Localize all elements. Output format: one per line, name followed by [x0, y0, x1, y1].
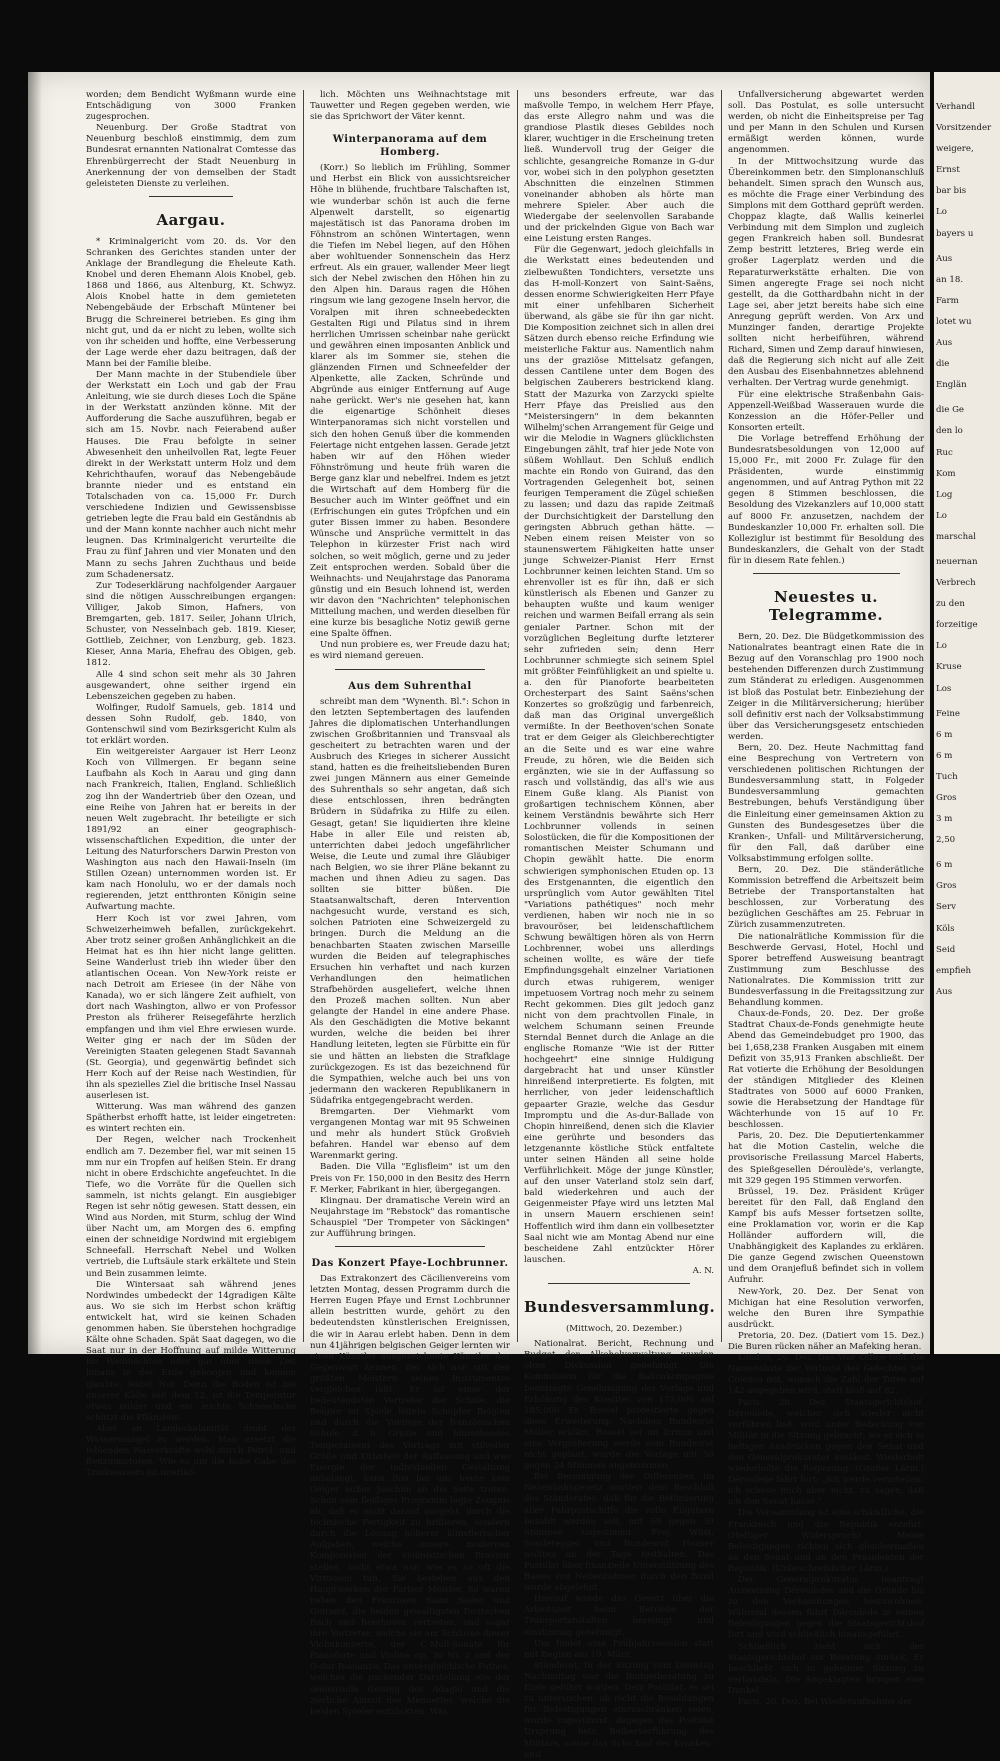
edge-line: Köls	[936, 923, 955, 934]
edge-line: Lo	[936, 641, 947, 652]
article-list	[524, 90, 714, 1266]
article-paragraph: Zur Todeserklärung nachfolgender Aargauer sind die nötigen Ausschreibungen ergangen: Villiger, Jakob Simon, Hafners, von Bremgarten, geb. 1817. Seiler, Johann Ulrich, Schuster, von Nesselnbach geb. 1819. Kieser, Gottlieb, Zeichner, von Lenzburg, geb. 1823. Kieser, Anna Maria, Ehefrau des Obigen, geb. 1812.	[86, 580, 296, 669]
article-paragraph: Bern, 20. Dez. Heute Nachmittag fand eine Besprechung von Vertretern von verschiedenen politischen Richtungen der Bundesversammlung statt, in Folgeder Bundesversammlung gemachten Bestrebungen, behufs Verständigung über die Einleitung einer gemeinsamen Aktion zu Gunsten des Bundesgesetzes über die Kranken-, Unfall- und Militärversicherung, für den Fall, daß darüber eine Volksabstimmung erfolgen sollte.	[728, 742, 924, 864]
article-paragraph: Die Wintersaat sah während jenes Nordwindes umbedeckt der 14gradigen Kälte aus. Wo sie sich im Herbst schon kräftig entwickelt hat, wird sie keinen Schaden genommen haben. Sie überstehen hochgradige Kälte ohne Schaden. Spät Saat dagegen, wo die Saat nur in der Hoffnung auf milde Witterung bis Weihnachten oder gar über diese Zeit hinaus in der Erde geborgen und keimen glaubte, leidet Not. Denn die Boden ist bei unserer Kälte seit dem 12. ist die Temperatur etwas milder und ein leichte Schneedecke schützt die Pflänzlein.	[86, 1279, 296, 1423]
edge-line: 2,50	[936, 835, 956, 846]
article-list	[524, 1339, 714, 1761]
article-paragraph: Der Generalprokurator beantragt Ausweisung Déroulèdes und die Gründe bis zu den Verhandlungen beizuwohnen. Während dessen fährt Déroulède in seinen Beleidigungen gegen die Staatsgerichtshof fort und wird schließlich hinausgeführt.	[728, 1575, 924, 1641]
article-paragraph: Bremgarten. Der Viehmarkt vom vergangenen Montag war mit 95 Schweinen und mehr als hundert Stück Großvieh befahren. Handel war ebenso auf dem Warenmarkt gering.	[310, 1106, 510, 1162]
article-paragraph: Paris, 20. Dez. Bei Wiederaufnahme der	[738, 1697, 913, 1708]
edge-line: empfieh	[936, 965, 972, 976]
edge-line: Gros	[936, 793, 957, 803]
divider	[335, 669, 485, 670]
edge-line: 6 m	[936, 729, 953, 740]
edge-line: forzeitige	[936, 620, 978, 631]
edge-line: Aus	[936, 986, 953, 997]
edge-line: Kom	[936, 468, 956, 479]
edge-line: Serv	[936, 902, 956, 913]
article-paragraph: (Korr.) So lieblich im Frühling, Sommer und Herbst ein Blick von aussichtsreicher Höhe in blühende, fruchtbare Talschaften ist, wie wunderbar schön ist auch die ferne Alpenwelt darstellt, so eigenartig majestätisch ist das Panorama droben im Föhnstrom an schönen Wintertagen, wenn die Tiefen im Nebel liegen, auf den Höhen aber wohltuender Sonnenschein das Herz erfreut. Als ein grauer, wallender Meer liegt sich der Nebel zwischen den Höhen hin zu den Alpen hin. Daraus ragen die Höhen ringsum wie lang gezogene Inseln hervor, die Voralpen mit ihren schneebedeckten Gestalten Rigi und Pilatus sind in ihrem herrlichen Umrissen scheinbar nahe gerückt und gewähren einen imposanten Anblick und klarer als im Sommer sie, stehen die glänzenden Firnen und Schneefelder der Alpenkette, alle Zacken, Schründe und Abgründe aus einiger Entfernung auf Auge nahe gerückt. Wer's nie gesehen hat, kann die eigenartige Schönheit dieses Winterpanoramas sich nicht vorstellen und sich den hohen Genuß über die kommenden Feiertage nicht entgehen lassen. Gerade jetzt haben wir auf den Höhen wieder Föhnströmung und heute früh waren die Berge ganz klar und nebelfrei. Indem es jetzt die Wirtschaft auf dem Homberg für die Besucher auch im Winter geöffnet und ein (Erfrischungen ein gutes Tröpfchen und ein guter Bissen immer zu haben. Besondere Wünsche und Ansprüche vermittelt in das Telephon in kürzester Frist nach wird solchen, so weit möglich, gerne und zu jeder Zeit entsprochen werden. Sobald über die Weihnachts- und Neujahrstage das Panorama günstig und ein Besuch lohnend ist, werden wir davon den "Nachrichten" telephonischen Mitteilung machen, und werden dieselben für eine kurze bis besagliche Notiz gewiß gerne eine Spalte öffnen.	[310, 163, 511, 640]
edge-line: bar bis	[936, 186, 967, 197]
edge-line: Lo	[936, 207, 947, 218]
edge-line: bayers u	[936, 228, 974, 239]
edge-line: Farm	[936, 295, 959, 306]
article-panorama	[310, 163, 510, 662]
article-paragraph: * Kriminalgericht vom 20. ds. Vor den Schranken des Gerichtes standen unter der Anklage der Brandlegung die Eheleute Kath. Knobel und deren Ehemann Alois Knobel, geb. 1868 und 1866, aus Altenburg, Kt. Schwyz. Alois Knobel hatte in dem gemieteten Nebengebäude der Erbschaft Müntener bei Brugg die Schreinerei betrieben. Es ging ihm nicht gut, und da er nicht zu leben, wollte sich von ihr scheiden und hoffte, eine Verbesserung der Lage werde eher dazu beitragen, daß der Mann bei der Familie bleibe.	[86, 236, 296, 369]
article-paragraph: uns besonders erfreute, war das maßvolle Tempo, in welchem Herr Pfaye, das erste Allegro nahm und was die grandiose Plastik dieses Gebildes noch klarer, wuchtiger in die Erscheinung treten ließ. Wundervoll trug der Geiger die schlichte, gesangreiche Romanze in G-dur vor, wobei sich in den polyphon gesetzten Abschnitten die einzelnen Stimmen voneinander abhoben als hörte man mehrere Spieler. Aber auch die Wiedergabe der seelenvollen Sarabande und der prickelnden Gigue von Bach war eine Leistung ersten Ranges.	[524, 90, 714, 245]
article-paragraph: Wolfinger, Rudolf Samuels, geb. 1814 und dessen Sohn Rudolf, geb. 1840, von Gontenschwil sind vom Bezirksgericht Kulm als tot erklärt worden.	[86, 702, 296, 747]
edge-line: Los	[936, 683, 952, 694]
article-paragraph: Aber an Landeskalamität droht der Wassermangel zu werden. Man ersetzt die fehlenden Wasserkräfte wohl durch Petrol- und Benzinmotoren. Wie es um die hohe Gabe des Trinkwassers ist unerläß-	[86, 1423, 296, 1479]
article-paragraph: Bei Bereinigung der Differenzen im Nebenbahngesetz wurden dem Beschluß des Ständerates, daß für die Beförderung aller Fahrpostschiffe die volle Eilgutaxe bezahlt werden soll, mit 59 gegen 39 Stimmen zugestimmt. Frei, Wüst, Sonderegger und Bundesrat Hauser wollten an der Tage festhalten. Das Postulat über finanzielle Unterstützung des Baues von Nebenbahnen durch den Bund wurde abgelehnt.	[524, 1472, 714, 1594]
article-paragraph: Hierauf wurde das Gesetz über die Arbeitszeit beim Betriebe der Transportanstalten bereinigt und einstimmig genehmigt.	[524, 1594, 714, 1638]
article-paragraph: Pretoria, 20. Dez. (Datiert vom 15. Dez.) Die Buren rücken näher an Mafeking heran.	[728, 1330, 924, 1353]
column-1	[86, 90, 296, 1479]
article-paragraph: Brüssel, 19. Dez. Präsident Krüger bereitet für den Fall, daß England den Kampf bis aufs Messer fortsetzen sollte, eine Proklamation vor, worin er die Kap Holländer auffordern will, die Unabhängigkeit des Kaplandes zu erklären. Die ganze Gegend zwischen Queenstown und dem Oranjefluß befindet sich in vollem Aufruhr.	[728, 1186, 924, 1286]
edge-line: 6 m	[936, 860, 953, 871]
article-title-konzert: Das Konzert Pfaye-Lochbrunner.	[311, 1258, 509, 1270]
edge-line: die	[936, 359, 950, 370]
edge-text	[936, 102, 998, 1012]
article-paragraph: Für eine elektrische Straßenbahn Gais-Appenzell-Weißbad Wasserauen wurde die Konzession an die Höfer-Peller und Konsorten erteilt.	[728, 389, 924, 433]
edge-line: den lo	[936, 426, 963, 437]
edge-line: Gros	[936, 881, 957, 892]
edge-line: lotet wu	[936, 316, 972, 327]
article-paragraph: Alle 4 sind schon seit mehr als 30 Jahren ausgewandert, ohne seither irgend ein Lebenszeichen gegeben zu haben.	[86, 669, 296, 702]
edge-line: Ernst	[936, 165, 960, 176]
article-paragraph: Bern, 20. Dez. Die Büdgetkommission des Nationalrates beantragt einen Rate die in Bezug auf den Voranschlag pro 1900 noch bestehenden Differenzen durch Zustimmung zum Ständerat zu erledigen. Ausgenommen ist bloß das Postulat betr. Einbeziehung der Zeiger in die Militärversicherung; hierüber soll definitiv erst nach der Volksabstimmung über das Versicherungsgesetz entschieden werden.	[728, 632, 924, 742]
article-list	[86, 237, 296, 1480]
article-list	[310, 1107, 510, 1240]
article-paragraph: Paris, 20. Dez. Staatsgerichtshof. Déroulède, welcher sich wieder nicht vorführen ließ, wird unter Bedeckung von Militär in die Sitzung gebracht, wo er sich in heftigen Ausdrücken gegen den Senat und den Generalprokurator auslässt. Wiederholt wiederholte die Regierung. (Großer Lärm.) Déroulède fährt fort: „Ich werde verurteilen; ich scheue mich aber nicht, zu sagen, daß ich den Senat hasse."	[728, 1397, 924, 1508]
edge-line: an 18.	[936, 274, 964, 285]
edge-line: Ruc	[936, 447, 953, 458]
article-title-panorama: Winterpanorama auf dem Homberg.	[332, 134, 488, 159]
edge-line: Log	[936, 489, 953, 500]
edge-line: Englän	[936, 380, 967, 391]
edge-line: Tuch	[936, 771, 958, 782]
section-title-bundesversammlung: Bundesversammlung.	[524, 1298, 716, 1317]
edge-line: Feine	[936, 708, 960, 719]
edge-line: Lo	[936, 510, 947, 521]
edge-line: Vorsitzender	[936, 123, 992, 134]
column-rule	[303, 90, 304, 1342]
edge-line: 6 m	[936, 750, 953, 761]
article-signature: A. N.	[692, 1265, 714, 1276]
article-list	[728, 632, 924, 1708]
article-paragraph: Der Regen, welcher nach Trockenheit endlich am 7. Dezember fiel, war mit seinen 15 mm nur ein Tropfen auf heißen Stein. Er drang nicht in obere Erdschichte angefeuchtet. In die Tiefe, wo die Vorräte für die Quellen sich sammeln, ist nichts gelangt. Ein ausgiebiger Regen ist sehr nötig gewesen. Statt dessen, ein Wind aus Norden, mit Sturm, schlug der Wind über Nacht um, am Morgen des 6. empfing einen der schneidige Nordwind mit ergiebigem Schneefall. Herrschaft Nebel und Wolken vertrieb, die Luftsäule stark erkältete und Stein und Bein zusammen leimte.	[86, 1135, 296, 1279]
article-paragraph: London, 20. Dez. Das War Office teilt die Namensliste der Verluste des Gefechtes bei Colenso mit, wonach die Zahl der Toten auf 142 angegeben wird, statt bloß auf 82.	[728, 1353, 924, 1397]
article-paragraph: Baden. Die Villa "Eglisfleim" ist um den Preis von Fr. 150,000 in den Besitz des Herrn F. Merker, Fabrikant in hier, übergegangen.	[310, 1162, 510, 1195]
article-paragraph: lich. Möchten uns Weihnachtstage mit Tauwetter und Regen gegeben werden, wie sie das Sprichwort der Väter kennt.	[310, 90, 510, 123]
article-konzert	[310, 1274, 510, 1718]
divider	[149, 196, 233, 197]
divider	[335, 1246, 485, 1247]
article-paragraph: Herr Koch ist vor zwei Jahren, vom Schweizerheimweh befallen, zurückgekehrt. Aber trotz seiner großen Anhänglichkeit an die Heimat hat es ihn hier nicht lange gelitten. Seine Wanderlust trieb ihn wieder über den atlantischen Ocean. Von New-York reiste er nach Detroit am Eriesee (in der Nähe von Kanada), wo er sich längere Zeit aufhielt, von dort nach Washington, allwo er von Professor Preston als früherer Reisegefährte herzlich empfangen und ihm viel Ehre erwiesen wurde. Weiter ging er nach der im Süden der Vereinigten Staaten gelegenen Stadt Savannah (St. Georgia), und gegenwärtig befindet sich Herr Koch auf der Reise nach Westindien, für ihn als spezielles Ziel die britische Insel Nassau auserlesen ist.	[86, 913, 296, 1102]
adjacent-page-edge	[934, 72, 1000, 1354]
article-paragraph: Die Vorlage betreffend Erhöhung der Bundesratsbesoldungen von 12,000 auf 15,000 Fr., mit 2000 Fr. Zulage für den Präsidenten, wurde einstimmig angenommen, und auf Antrag Python mit 22 gegen 8 Stimmen beschlossen, die Besoldung des Vizekanzlers auf 10,000 statt auf 8000 Fr. anzusetzen, nachdem der Bundeskanzler 10,000 Fr. erhalten soll. Die Kolleziglur ist bestimmt für Besoldung des Bundeskanzlers, die Gehalt von der Stadt für in diesem Rate fehlen.)	[728, 433, 924, 566]
column-4	[728, 90, 924, 1708]
article-paragraph: Das Extrakonzert des Cäcilienvereins vom letzten Montag, dessen Programm durch die Herren Eugen Pfaye und Ernst Lochbrunner allein bestritten wurde, gehört zu den bedeutendsten künstlerischen Ereignissen, die wir in Aarau erlebt haben. Denn in dem nun 41jährigen belgischen Geiger lernten wir einen Künstler ausgezeichnete Künstler der Gegenwart kennen, der sich nur mit den größten Meistern seines Instrumentes vergleichen läßt. Er ist einer der bedeutendsten Vertreter der Schule, die Belgier im Spiele leitete Schöpfer Belgien und durch die Vorzüge der französischen Schule, d. h. Grazie und hinreißendes Temperament des Vortrags mit stilvoller Größe und Kühnheit der Auffassung und was Energie der individuellen Gestaltung anbelangt, kann ihm bei uns heute kein Geiger außer Joachim an die Seite treten. Schon sein fleißiges Programm legte Zeugnis ab, daß er nicht darauf ausgeht, durch die technische Fertigkeit zu brillieren, sondern durch die Lösung höherer künstlerischer Aufgaben, welche unsere modernen Komponisten der violinistischen Bravour stellen, nicht etwa nur, wie es so oft die Virtuosen tun, Sie bestehen aus den Hauptwerken der Pariser Meister. So waren neben den Franzosen Saint Saëns und Guirand, die beiden gewaltigsten Deutschen Bach und Beethoven vertreten, und sogar ihre Vertreter, welche sie am Schlusse dieser Violinkonzerte, der C-Moll-Sonate für Pianoforte und Violine op. 30 Nr. 2 und der G-dur Romanze; Das unvergleichliche Pathos, welches die packender Darstellung wie der seelenvolle Gesang des Adagio und die zierliche Anmut des Menuettes, welche die beiden Spieler entzückten. Was	[310, 1274, 510, 1717]
edge-line: weigere,	[936, 144, 974, 155]
edge-line: 3 m	[936, 814, 953, 825]
edge-line: Aus	[936, 338, 953, 349]
edge-line: neuernan	[936, 556, 978, 567]
section-title-telegramme: Neuestes u. Telegramme.	[768, 588, 884, 625]
article-paragraph: Für die Gegenwart, jedoch gleichfalls in die Werkstatt eines bedeutenden und zielbewußten Tondichters, versetzte uns das H-moll-Konzert von Saint-Saëns, dessen enorme Schwierigkeiten Herr Pfaye mit einer unfehlbaren Sicherheit überwand, als gäbe sie für ihn gar nicht. Die Komposition zeichnet sich in allen drei Sätzen durch ebenso reiche Erfindung wie meisterliche Faktur aus. Namentlich nahm uns der graziöse Mittelsatz gefangen, dessen Cantilene unter dem Bogen des belgischen Zauberers bestrickend klang. Statt der Mazurka von Zarzycki spielte Herr Pfaye das Preislied aus den "Meistersingern" in dem bekannten Wilhelmj'schen Arrangement für Geige und wir die Melodie in Wagners glücklichsten Eingebungen zählt, traf hier jede Note von süßem Wohllaut. Den Schluß endlich machte ein Rondo von Guirand, das den Vortragenden Gelegenheit bot, seinen feurigen Temperament die Zügel schießen zu lassen; und dazu das rapide Zeitmaß der Durchsichtigkeit der Darstellung den geringsten Abbruch gethan hätte. — Neben einem reisen Meister von so staunenswertem Fähigkeiten hatte unser junge Schweizer-Pianist Herr Ernst Lochbrunner keinen leichten Stand. Um so ehrenvoller ist es für ihn, daß er sich künstlerisch als Ebenen und Ganzer zu behaupten wußte und kaum weniger reichen und warmen Beifall errang als sein genialer Partner. Schon mit der vorzüglichen Begleitung durfte letzterer sehr zufrieden sein; denn Herr Lochbrunner schmiegte sich seinem Spiel mit größter Feinfühligkeit an und spielte u. a. den für Pianoforte bearbeiteten Orchesterpart des Saint Saëns'schen Konzertes so großzügig und farbenreich, daß man das Original unvergeßlich vermißte. In der Beethoven'schen Sonate trat er dem Geiger als Gleichberechtigter an die Seite und es war eine wahre Freude, zu hören, wie die Beiden sich ergänzten, wie sie in der Auffassung so rasch und vollständig, das all's wie aus Einem Guße klang. Als Pianist von großartigen technischem Können, aber keinem Verständnis bewährte sich Herr Lochbrunner vollends in seinen Solostücken, die für die Kompositionen der romantischen Meister Schumann und Chopin gewählt hatte. Die enorm schwierigen symphonischen Etuden op. 13 des Erstgenannten, die eigentlich den ursprünglich vom Autor gewählten Titel "Variations pathétiques" noch mehr verdienen, haben wir noch nie in so bravouröser, bei leidenschaftlichem Schwung bewältigen hören als von Herrn Lochbrenner, wobei uns allerdings scheinen wollte, es wäre der tiefe Empfindungsgehalt einzelner Variationen durch etwas ruhigerem, weniger impetuosem Vortrag noch mehr zu seinem Recht gekommen. Dies gilt jedoch ganz nicht von dem prachtvollen Finale, in welchem Schumann seinen Freunde Sterndal Bennet durch die Anlage an die englische Romanze "Wie ist der Ritter hochgeehrt" eine sinnige Huldigung dargebracht hat und unser Künstler hinreißend interpretierte. Es folgten, mit herrlicher, von jeder leidenschaftlich gepaarter Grazie, welche das Gesdur Impromptu und die As-dur-Ballade von Chopin hinreißend, denen sich die Klavier eine gerührte und besonders das letzgenannte köstliche Stück entfaltete unter seinen Händen all seine holde Verführlichkeit. Möge der junge Künstler, auf den unser Vaterland stolz sein darf, bald wiederkehren und auch der Geigenmeister Pfaye wird uns letzten Mal in unsern Mauern erschienen sein! Hoffentlich wird ihm dann ein vollbesetzter Saal nicht wie am Montag Abend nur eine bescheidene Zahl entzückter Hörer lauschen.	[524, 245, 714, 1265]
article-paragraph: Der Mann machte in der Stubendiele über der Werkstatt ein Loch und gab der Frau Anleitung, wie sie durch dieses Loch die Späne in der Werkstatt anzünden könne. Mit der Aufforderung die Sache auszuführen, begab er sich am 15. Novbr. nach Feierabend außer Hauses. Die Frau befolgte in seiner Abwesenheit den unheilvollen Rat, legte Feuer direkt in der Werkstatt unterm Holz und dem Kehrichthaufen, worauf das Nebengebäude brannte nieder und es entstand ein Totalschaden von ca. 15,000 Fr. Durch verschiedene Indizien und Gewissensbisse getrieben legte die Frau bald ein Geständnis ab und der Mann konnte nachher auch nicht mehr leugnen. Das Kriminalgericht verurteilte die Frau zu fünf Jahren und vier Monaten und den Mann zu sechs Jahren Zuchthaus und beide zum Schadenersatz.	[86, 369, 296, 580]
divider	[548, 1283, 691, 1284]
column-rule	[517, 90, 518, 1342]
column-rule	[721, 90, 722, 1342]
article-paragraph: Unfallversicherung abgewartet werden soll. Das Postulat, es solle untersucht werden, ob nicht die Einheitspreise per Tag und per Mann in den Schulen und Kursen ermäßigt werden können, wurde angenommen.	[728, 90, 924, 156]
column-2	[310, 90, 511, 1717]
article-paragraph: Die nationalrätliche Kommission für die Beschwerde Gervasi, Hotel, Hochl und Sporer betreffend Ausweisung beantragt Zustimmung zum Beschlusse des Nationalrates. Die Kommission tritt zur Bundesverfassung in die Freitagssitzung zur Behandlung kommen.	[728, 931, 924, 1009]
article-paragraph: Witterung. Was man während des ganzen Spätherbst erhofft hatte, ist leider eingetreten: es wintert rechten ein.	[86, 1102, 296, 1135]
article-paragraph: Schließlich zieht sich der Staatsgerichtshof zur Beratung zurück. Er beschließt sich in geheimer Sitzung zu verhandeln. Die Angeklagten bringen eine Dunkel.	[728, 1641, 924, 1696]
article-paragraph: Die Versammlung ist eine schändliche, die Frankreich und die Republik entehrt. (Heftiger Widerspruch). Meine Beleidigungen richten sich gleichermaßen an den Senat und an den Präsidenten der Republik. (Unbeschreiblicher Lärm.)	[728, 1508, 924, 1574]
article-paragraph: Nationalrat. Bericht, Rechnung und Budget der Alkoholverwaltung wurden ohne Diskussion genehmigt. Die Kommission für die Ballonkompagnie beantragte Genehmigung der Vorlage und Erhöhung des Kredites von 175,000 auf 185,000 Fr. Rossel protestierte gegen diese Erweiterung. Nachdem Bundesrat Müller erklärt, Rossel sei im Irrtum und eine Vergrößerung werde vom Bundesrat nicht geplant, wurde die Vorlage mit 58 gegen 24 Stimmen angenommen.	[524, 1339, 714, 1472]
edge-line: Seid	[936, 944, 956, 955]
edge-line: die Ge	[936, 405, 965, 416]
edge-line: marschal	[936, 531, 977, 542]
article-neuenburg: Neuenburg. Der Große Stadtrat von Neuenburg beschloß einstimmig, dem zum Bundesrat ernannten Nationalrat Comtesse das Ehrenbürgerrecht der Stadt Neuenburg in Anerkennung der von demselben der Stadt geleisteten Dienste zu verleihen.	[86, 123, 296, 189]
article-paragraph: Um findet eine Frühjahrssession statt mit Beginn am 19. März.	[524, 1638, 714, 1660]
article-paragraph: Und nun probiere es, wer Freude dazu hat; es wird niemand gereuen.	[310, 640, 510, 662]
article-paragraph: Paris, 20. Dez. Die Deputiertenkammer hat die Motion Castelin, welche die provisorische Freilassung Marcel Haberts, des Spießgesellen Déroulède's, verlangte, mit 329 gegen 195 Stimmen verworfen.	[728, 1131, 924, 1186]
section-title-aargau: Aargau.	[156, 210, 226, 229]
article-paragraph: Bern, 20. Dez. Die ständerätliche Kommission betreffend die Arbeitszeit beim Betriebe der Transportanstalten hat beschlossen, zur Vorberatung des bezüglichen Geschäftes am 25. Februar in Zürich zusammenzutreten.	[728, 865, 924, 931]
divider	[753, 573, 900, 574]
newspaper-page	[28, 72, 930, 1760]
article-paragraph: Ständerat. In der Sitzung vom Dienstag Nachmittag war die Budgetberatung zu Ende geführt worden. Dem Postulat, es sei zu untersuchen, ob nicht die Besoldungen für Befestigungen einzuschränken seien, wurde zugestimmt, dagegen das Postulat Ursprung betr. Beiberverführung des Militärs, sowie das Schicksal der Kranken- und	[524, 1660, 714, 1760]
edge-line: Kruse	[936, 662, 962, 673]
article-paragraph: New-York, 20. Dez. Der Senat von Michigan hat eine Resolution verworfen, welche den Buren ihre Sympathie ausdrückt.	[728, 1286, 924, 1330]
article-paragraph: In der Mittwochsitzung wurde das Übereinkommen betr. den Simplonanschluß behandelt. Simen sprach den Wunsch aus, es möchte die Frage einer Verbindung des Simplons mit dem Gotthard geprüft werden. Choppaz klagte, daß Wallis keinerlei Verbindung mit dem Simplon und zugleich gegen Frankreich haben soll. Bundesrat Zemp bestritt letzteres, Brieg werde ein großer Lagerplatz werden und die Reparaturwerkstätte erhalten. Die von Simen angeregte Frage sei noch nicht gestellt, da die Gotthardbahn nicht in der Lage sei, aber jetzt bereits habe sich eine Anregung geprüft werden. Von Arx und Munzinger fanden, derartige Projekte sollten nicht herbeiführen, während Richard, Simen und Zemp darauf hinwiesen, daß die Regierung sich nicht auf alle Zeit den Ausbau des Eisenbahnnetzes ablehnend verhalten. Der Vertrag wurde genehmigt.	[728, 156, 924, 389]
edge-line: Aus	[936, 253, 953, 264]
article-paragraph: Chaux-de-Fonds, 20. Dez. Der große Stadtrat Chaux-de-Fonds genehmigte heute Abend das Gemeindebudget pro 1900, das bei 1,658,238 Franken Ausgaben mit einem Defizit von 35,913 Franken abschließt. Der Rat votierte die Erhöhung der Besoldungen der ständigen Mitglieder des Kleinen Stadtrates von 5000 auf 6000 Franken, sowie die Herabsetzung der Handtage für Wächterhunde von 15 auf 10 Fr. beschlossen.	[728, 1009, 924, 1131]
article-title-suhrenthal: Aus dem Suhrenthal	[348, 680, 472, 692]
column-3	[524, 90, 716, 1760]
article-paragraph: Ein weitgereister Aargauer ist Herr Leonz Koch von Villmergen. Er begann seine Laufbahn als Koch in Aarau und ging dann nach Frankreich, Italien, England. Schließlich zog ihn der Wandertrieb über den Ozean, und eine Reihe von Jahren hat er bereits in der neuen Welt zugebracht. Ihr beteiligte er sich 1891/92 an einer geographisch-wissenschaftlichen Expedition, die unter der Leitung des Naturforschers Darwin Preston von Washington aus nach den Hawaii-Inseln (im Stillen Ozean) unternommen worden ist. Er kam nach Honolulu, wo er der damals noch regierenden, jetzt entthronten Königin seine Aufwartung machte.	[86, 747, 296, 913]
edge-line: Verhandl	[936, 102, 976, 112]
article-paragraph: schreibt man dem "Wynenth. Bl.": Schon in den letzten Septembertagen des laufenden Jahres die diplomatischen Unterhandlungen zwischen Großbritannien und Transvaal als gescheitert zu betrachten waren und der Ausbruch des Krieges in sicherer Aussicht stand, hatten es die freiheitsliebenden Buren zwei jungen Männern aus einer Gemeinde des Suhrenthals so sehr angetan, daß sich diese entschlossen, ihren bedrängten Brüdern in Südafrika zu Hilfe zu eilen. Gesagt, getan! Sie liquidierten ihre kleine Habe in aller Eile und reisten ab, unterrichten dabei jedoch ungefährlicher Weise, die Leute und zumal ihre Gläubiger nach Belgien, wo sie ihrer Pläne bekannt zu machen und ihnen Adieu zu sagen. Das sollten sie bitter büßen. Die Staatsanwaltschaft, deren Intervention nachgesucht wurde, verstand es sich, solchen Patrioten eine Schweizergeld zu bringen. Durch die Meldung an die benachbarten Staaten zwischen Marseille wurden die Beiden auf telegraphisches Ersuchen hin verhaftet und nach kurzen Verhandlungen den heimatlichen Strafbehörden ausgeliefert, welche ihnen den Prozeß machen sollten. Nun aber gelangte der Handel in eine andere Phase. Als den Geschädigten die Motive bekannt wurden, welche die beiden bei ihrer Handlung leiteten, legten sie Fürbitte ein für sie und hätten an liebsten die Strafklage zurückgezogen. Es ist das bezeichnend für die Sympathien, welche auch bei uns von jedermann den wackeren Republikanern in Südafrika entgegengebracht werden.	[310, 696, 510, 1106]
edge-line: Verbrech	[936, 578, 976, 589]
article-list	[728, 90, 924, 567]
article-text: worden; dem Bendicht Wyßmann wurde eine Entschädigung von 3000 Franken zugesprochen.	[86, 90, 296, 123]
section-date: (Mittwoch, 20. Dezember.)	[565, 1324, 683, 1335]
article-paragraph: Klingnau. Der dramatische Verein wird an Neujahrstage im "Rebstock" das romantische Schauspiel "Der Trompeter von Säckingen" zur Aufführung bringen.	[310, 1195, 510, 1239]
article-suhrenthal	[310, 697, 510, 1107]
edge-line: zu den	[936, 599, 965, 610]
article-list	[310, 90, 510, 123]
